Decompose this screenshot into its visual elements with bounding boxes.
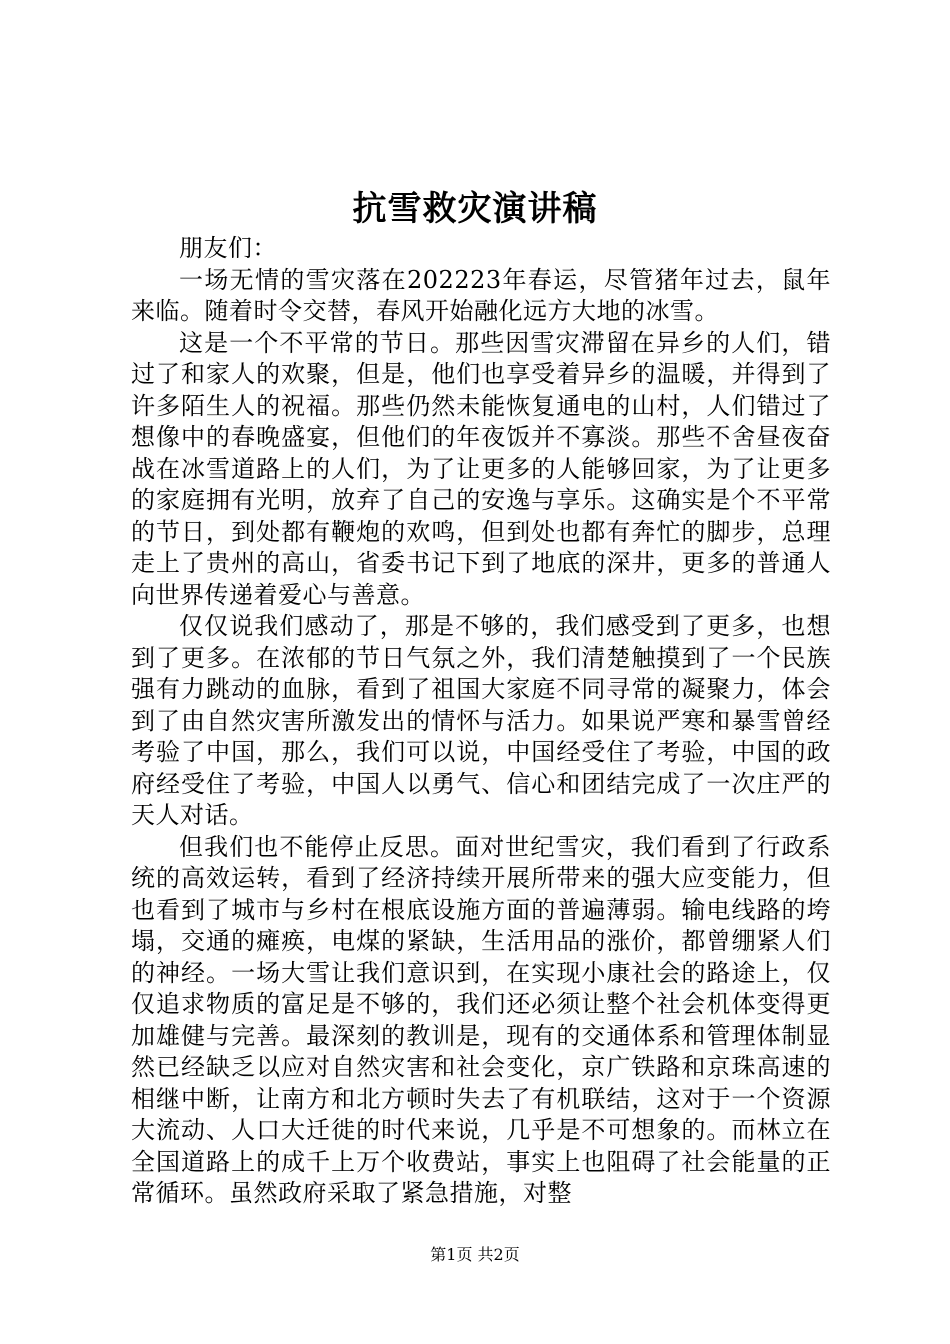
paragraph-1: 一场无情的雪灾落在202223年春运，尽管猪年过去，鼠年来临。随着时令交替，春风开始融化远方大地的冰雪。 <box>131 265 831 325</box>
paragraph-3: 仅仅说我们感动了，那是不够的，我们感受到了更多，也想到了更多。在浓郁的节日气氛之外，我们清楚触摸到了一个民族强有力跳动的血脉，看到了祖国大家庭不同寻常的凝聚力，体会到了由自然灾害所激发出的情怀与活力。如果说严寒和暴雪曾经考验了中国，那么，我们可以说，中国经受住了考验，中国的政府经受住了考验，中国人以勇气、信心和团结完成了一次庄严的天人对话。 <box>131 612 831 829</box>
greeting: 朋友们： <box>179 234 277 262</box>
document-title: 抗雪救灾演讲稿 <box>352 189 598 229</box>
paragraph-4: 但我们也不能停止反思。面对世纪雪灾，我们看到了行政系统的高效运转，看到了经济持续开展所带来的强大应变能力，但也看到了城市与乡村在根底设施方面的普遍薄弱。输电线路的垮塌，交通的瘫痪，电煤的紧缺，生活用品的涨价，都曾绷紧人们的神经。一场大雪让我们意识到，在实现小康社会的路途上，仅仅追求物质的富足是不够的，我们还必须让整个社会机体变得更加雄健与完善。最深刻的教训是，现有的交通体系和管理体制显然已经缺乏以应对自然灾害和社会变化，京广铁路和京珠高速的相继中断，让南方和北方顿时失去了有机联结，这对于一个资源大流动、人口大迁徙的时代来说，几乎是不可想象的。而林立在全国道路上的成千上万个收费站，事实上也阻碍了社会能量的正常循环。虽然政府采取了紧急措施，对整 <box>131 832 831 1207</box>
paragraph-2: 这是一个不平常的节日。那些因雪灾滞留在异乡的人们，错过了和家人的欢聚，但是，他们也享受着异乡的温暖，并得到了许多陌生人的祝福。那些仍然未能恢复通电的山村，人们错过了想像中的春晚盛宴，但他们的年夜饭并不寡淡。那些不舍昼夜奋战在冰雪道路上的人们，为了让更多的人能够回家，为了让更多的家庭拥有光明，放弃了自己的安逸与享乐。这确实是个不平常的节日，到处都有鞭炮的欢鸣，但到处也都有奔忙的脚步，总理走上了贵州的高山，省委书记下到了地底的深井，更多的普通人向世界传递着爱心与善意。 <box>131 328 831 609</box>
page-number-footer: 第1页 共2页 <box>430 1245 520 1264</box>
document-body <box>131 233 831 1210</box>
